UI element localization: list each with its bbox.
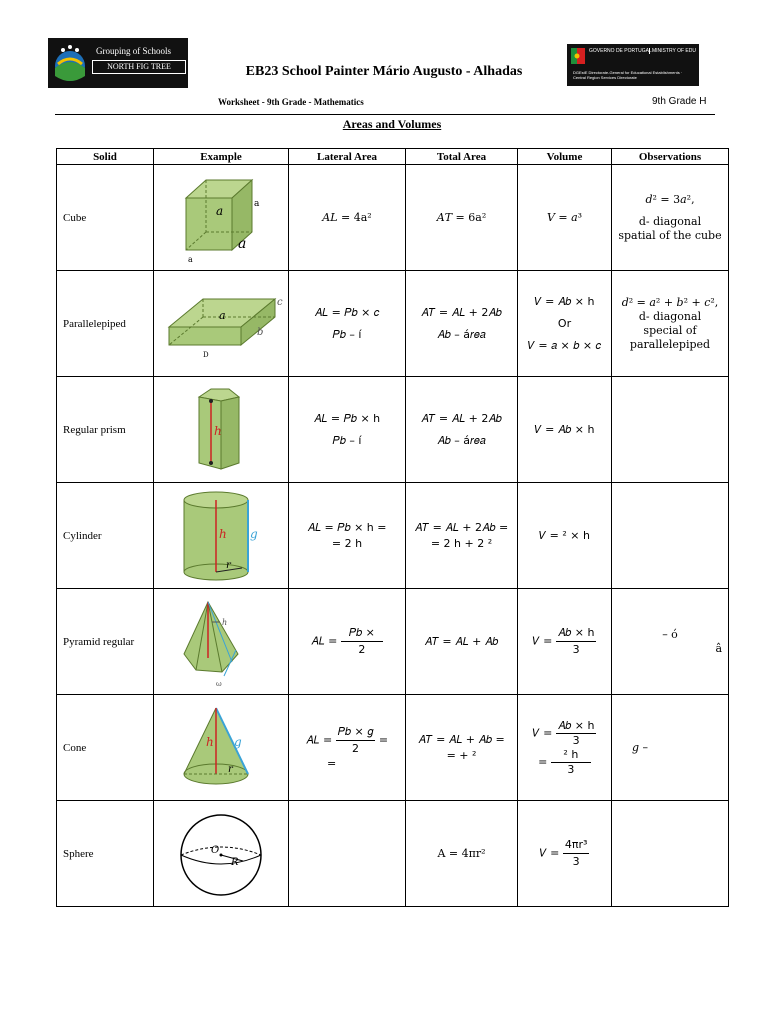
volume-cell [518, 377, 612, 483]
volume-cell [518, 589, 612, 695]
fraction-denominator: 3 [572, 855, 580, 868]
solid-name: Pyramid regular [57, 589, 154, 695]
dgeste-text: DGEstE Directorate-General for Educational Establishments · Central Region Services Directorate [573, 70, 683, 80]
volume-formula: 𝑉 = 𝐴𝑏 × h [534, 294, 595, 308]
volume-formula-alt: 𝑉 = 𝑎 × 𝑏 × 𝑐 [527, 338, 602, 352]
total-area-cell [406, 165, 518, 271]
cube-label-a-side: a [254, 199, 260, 209]
solid-name: Sphere [57, 801, 154, 907]
volume-formula: 𝑉 = ² × h [539, 528, 590, 542]
lateral-area-cell [289, 801, 406, 907]
volume-lhs: 𝑉 = [539, 846, 560, 860]
solid-name: Regular prism [57, 377, 154, 483]
observation-line: 𝑑² = 3𝑎², [645, 192, 695, 206]
table-row [57, 801, 729, 907]
volume-fraction-expanded [551, 748, 591, 777]
sphere-label-r: R [231, 856, 239, 868]
lateral-area-fraction [336, 724, 376, 757]
school-name: EB23 School Painter Mário Augusto - Alhadas [245, 64, 523, 79]
cube-label-a-corner: a [188, 255, 193, 264]
parallelepiped-label-c: c [277, 296, 283, 308]
cube-label-a-bottom: a [238, 236, 247, 252]
observation-line: parallelepiped [629, 337, 711, 351]
volume-fraction [556, 719, 597, 748]
volume-fraction [556, 625, 597, 658]
portugal-flag-icon [571, 48, 585, 64]
volume-fraction [563, 837, 590, 870]
column-header-volume: Volume [518, 149, 612, 165]
total-area-formula: 𝐴𝑇 = 𝐴𝐿 + 𝐴𝑏 [424, 634, 499, 648]
observation-line: d- diagonal [638, 214, 702, 228]
lateral-area-note: 𝑃𝑏 – í [332, 433, 362, 447]
table-row [57, 483, 729, 589]
lateral-area-cell [289, 483, 406, 589]
cube-illustration [166, 170, 276, 265]
observation-line: 𝑑² = 𝑎² + 𝑏² + 𝑐², [621, 295, 719, 309]
column-header-example: Example [154, 149, 289, 165]
parallelepiped-illustration [161, 289, 281, 359]
pyramid-label-omega: ω [216, 679, 222, 688]
total-area-formula-expanded: = 2 h + 2 ² [430, 536, 493, 550]
lateral-area-equals: = [378, 733, 389, 747]
volume-cell [518, 271, 612, 377]
total-area-formula-expanded: = + ² [446, 748, 477, 762]
volume-cell [518, 483, 612, 589]
total-area-cell [406, 801, 518, 907]
volume-formula: 𝑉 = 𝐴𝑏 × h [534, 422, 595, 436]
prism-label-h: h [214, 423, 222, 438]
fraction-numerator: 𝑃𝑏 × [341, 625, 383, 642]
observation-line: – ó [662, 627, 678, 641]
header-divider [55, 114, 715, 115]
page-title: Areas and Volumes [342, 117, 442, 131]
sphere-illustration [171, 809, 271, 899]
example-cell [154, 695, 289, 801]
lateral-area-cell [289, 589, 406, 695]
lateral-area-lhs: 𝐴𝐿 = [311, 634, 338, 648]
observations-cell [612, 589, 729, 695]
total-area-cell [406, 377, 518, 483]
observation-line: 𝑔 – [632, 740, 649, 754]
example-cell [154, 271, 289, 377]
total-area-cell [406, 271, 518, 377]
volume-lhs: 𝑉 = [532, 634, 553, 648]
total-area-cell [406, 695, 518, 801]
example-cell [154, 801, 289, 907]
observations-cell [612, 165, 729, 271]
solid-name: Cube [57, 165, 154, 271]
column-header-lateral-area: Lateral Area [289, 149, 406, 165]
cone-label-h: h [206, 734, 214, 749]
table-row [57, 165, 729, 271]
total-area-formula: 𝐴𝑇 = 𝐴𝐿 + 𝐴𝑏 = [418, 732, 505, 746]
cylinder-label-h: h [219, 526, 227, 541]
volume-cell [518, 165, 612, 271]
table-row [57, 377, 729, 483]
fraction-numerator: 𝐴𝑏 × h [557, 718, 595, 732]
fraction-numerator: 4πr³ [563, 837, 590, 854]
total-area-formula: A = 4πr² [437, 846, 486, 860]
observation-line: â [715, 641, 722, 655]
column-header-solid: Solid [57, 149, 154, 165]
observations-cell [612, 695, 729, 801]
cone-label-r: r [228, 763, 233, 775]
fraction-denominator: 3 [572, 643, 580, 656]
lateral-area-formula: 𝐴𝐿 = 4a² [322, 210, 372, 224]
cylinder-label-g: g [250, 526, 258, 541]
volume-lhs: 𝑉 = [532, 726, 553, 739]
fraction-denominator: 2 [352, 742, 359, 755]
observations-cell [612, 801, 729, 907]
grouping-of-schools-logo [48, 38, 188, 88]
total-area-cell [406, 483, 518, 589]
fraction-numerator: ² h [551, 748, 591, 763]
cone-label-g: g [234, 734, 242, 749]
lateral-area-cell [289, 377, 406, 483]
total-area-formula: 𝐴𝑇 = 𝐴𝐿 + 2𝐴𝑏 [421, 411, 502, 425]
total-area-note: 𝐴𝑏 – á𝑟𝑒𝑎 [437, 433, 486, 447]
cylinder-label-r: r [226, 559, 231, 571]
lateral-area-equals-line: = [327, 757, 337, 770]
volume-formula: 𝑉 = 𝑎³ [546, 210, 583, 224]
total-area-formula: 𝐴𝑇 = 6a² [436, 210, 487, 224]
formula-table [56, 148, 729, 907]
solid-name: Cylinder [57, 483, 154, 589]
table-row [57, 589, 729, 695]
ministry-text: MINISTRY OF EDU [649, 48, 696, 54]
volume-cell [518, 801, 612, 907]
observations-cell [612, 271, 729, 377]
fraction-denominator: 3 [572, 733, 580, 747]
parallelepiped-label-a: a [219, 308, 226, 322]
volume-equals: = [538, 755, 548, 768]
ministry-logo [567, 44, 699, 86]
example-cell [154, 377, 289, 483]
lateral-area-formula: 𝐴𝐿 = 𝑃𝑏 × h [313, 411, 381, 425]
volume-cell [518, 695, 612, 801]
column-header-total-area: Total Area [406, 149, 518, 165]
fraction-denominator: 3 [567, 762, 575, 776]
total-area-formula: 𝐴𝑇 = 𝐴𝐿 + 2𝐴𝑏 = [414, 520, 509, 534]
fraction-numerator: 𝐴𝑏 × h [556, 625, 597, 642]
fraction-numerator: 𝑃𝑏 × 𝑔 [336, 724, 376, 741]
total-area-formula: 𝐴𝑇 = 𝐴𝐿 + 2𝐴𝑏 [421, 305, 502, 319]
observation-line: d- diagonal [638, 309, 702, 323]
observations-cell [612, 377, 729, 483]
column-header-observations: Observations [612, 149, 729, 165]
lateral-area-formula: 𝐴𝐿 = 𝑃𝑏 × 𝑐 [314, 305, 380, 319]
volume-or: Or [557, 316, 572, 330]
logo-school-name: NORTH FIG TREE [92, 60, 186, 74]
observation-line: special of [643, 323, 697, 337]
pyramid-illustration [176, 596, 266, 688]
lateral-area-cell [289, 271, 406, 377]
sphere-label-o: O [211, 844, 220, 856]
observations-cell [612, 483, 729, 589]
pyramid-label-h: h [222, 617, 228, 627]
worksheet-title: Worksheet - 9th Grade - Mathematics [218, 97, 364, 107]
example-cell [154, 165, 289, 271]
lateral-area-formula: 𝐴𝐿 = 𝑃𝑏 × h = [307, 520, 387, 534]
lateral-area-fraction [341, 625, 383, 658]
lateral-area-cell [289, 695, 406, 801]
example-cell [154, 589, 289, 695]
solid-name: Parallelepiped [57, 271, 154, 377]
government-text: GOVERNO DE PORTUGAL [589, 48, 652, 54]
cone-illustration [176, 702, 266, 794]
logo-grouping-text: Grouping of Schools [96, 46, 171, 56]
lateral-area-cell [289, 165, 406, 271]
table-row [57, 271, 729, 377]
table-header-row [57, 149, 729, 165]
fraction-denominator: 2 [358, 643, 366, 656]
grade-label: 9th Grade H [652, 96, 707, 107]
total-area-cell [406, 589, 518, 695]
cylinder-illustration [176, 488, 266, 584]
table-row [57, 695, 729, 801]
parallelepiped-label-b: b [257, 326, 264, 338]
example-cell [154, 483, 289, 589]
lateral-area-lhs: 𝐴𝐿 = [305, 733, 333, 747]
lateral-area-note: 𝑃𝑏 – í [332, 327, 362, 341]
lateral-area-formula-expanded: = 2 h [331, 536, 363, 550]
prism-illustration [191, 385, 251, 475]
cube-label-a-front: a [216, 204, 224, 218]
parallelepiped-label-d: D [203, 350, 209, 359]
observation-line: spatial of the cube [618, 228, 722, 242]
solid-name: Cone [57, 695, 154, 801]
total-area-note: 𝐴𝑏 – á𝑟𝑒𝑎 [437, 327, 486, 341]
